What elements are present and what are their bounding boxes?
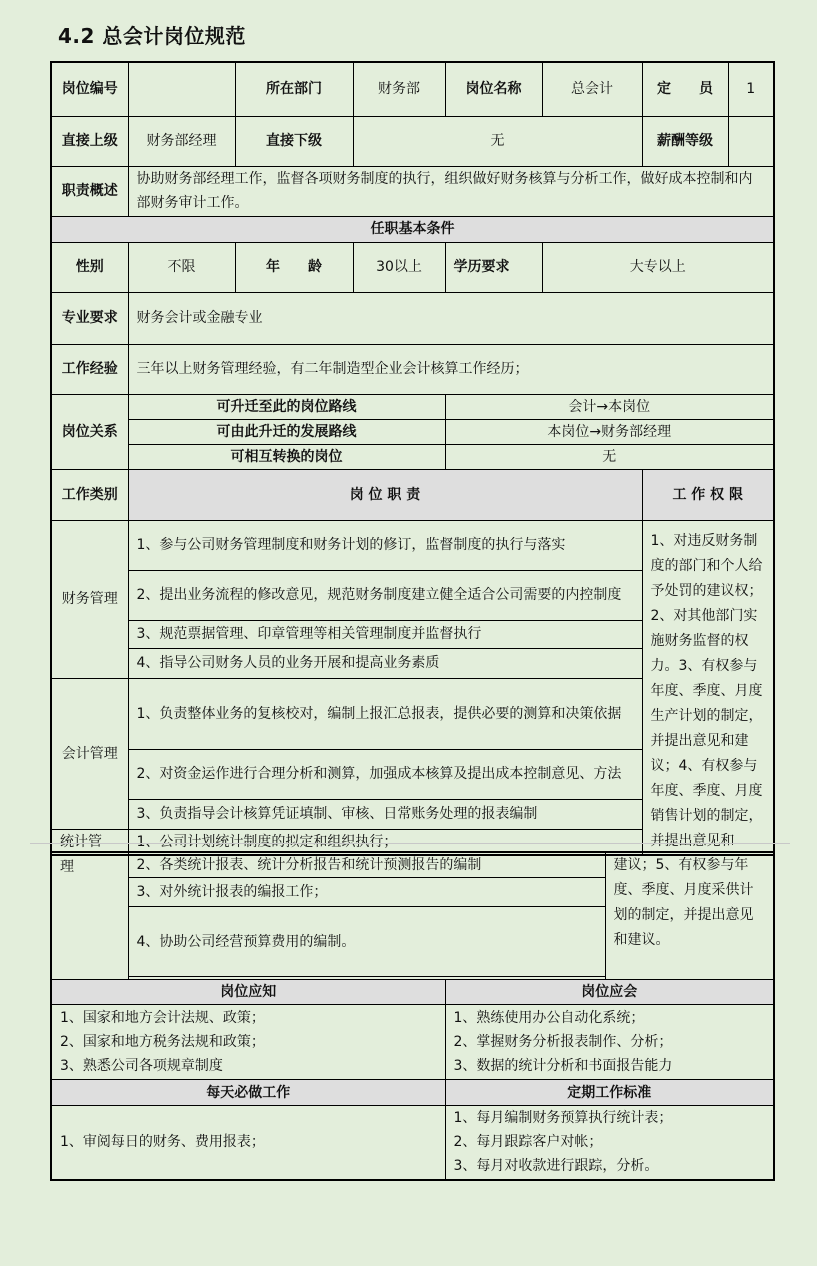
periodic-work-item: 2、每月跟踪客户对帐；	[453, 1134, 603, 1151]
skill-item: 2、掌握财务分析报表制作、分析；	[453, 1034, 673, 1050]
position-name-label: 岗位名称	[445, 62, 542, 116]
daily-work-header: 每天必做工作	[51, 1080, 445, 1106]
major-row	[51, 292, 774, 344]
department-value: 财务部	[353, 62, 445, 116]
age-value: 30以上	[353, 242, 445, 292]
duty-item: 3、负责指导会计核算凭证填制、审核、日常账务处理的报表编制	[128, 799, 642, 829]
category-accounting: 会计管理	[51, 678, 128, 829]
duty-item: 2、各类统计报表、统计分析报告和统计预测报告的编制	[128, 852, 605, 878]
duty-item: 2、对资金运作进行合理分析和测算，加强成本核算及提出成本控制意见、方法	[128, 749, 642, 799]
relation-row	[51, 419, 774, 444]
category-statistics-part1: 统计管	[51, 829, 128, 855]
salary-grade-label: 薪酬等级	[642, 116, 728, 166]
relation-label: 可相互转换的岗位	[128, 444, 445, 469]
basic-info-row	[51, 62, 774, 116]
salary-grade-value	[728, 116, 774, 166]
education-label: 学历要求	[445, 242, 542, 292]
summary-text: 协助财务部经理工作，监督各项财务制度的执行，组织做好财务核算与分析工作，做好成本控制和内部财务审计工作。	[128, 166, 774, 216]
know-header: 岗位应知	[51, 980, 445, 1005]
relation-value: 无	[445, 444, 774, 469]
daily-work-item: 1、审阅每日的财务、费用报表；	[51, 1106, 445, 1180]
know-item: 3、熟悉公司各项规章制度	[60, 1058, 223, 1074]
relation-value: 会计→本岗位	[445, 394, 774, 419]
duty-header: 岗 位 职 责	[128, 469, 642, 520]
gender-label: 性别	[51, 242, 128, 292]
subordinate-value: 无	[353, 116, 642, 166]
job-spec-table-page1	[50, 61, 775, 856]
relations-label: 岗位关系	[51, 394, 128, 469]
requirements-header: 任职基本条件	[51, 216, 774, 242]
periodic-work-item: 1、每月编制财务预算执行统计表；	[453, 1110, 673, 1127]
relation-row	[51, 444, 774, 469]
relation-row	[51, 394, 774, 419]
position-code-value	[128, 62, 235, 116]
duty-item: 4、协助公司经营预算费用的编制。	[128, 907, 605, 977]
summary-row	[51, 166, 774, 216]
work-type-header: 工作类别	[51, 469, 128, 520]
position-name-value: 总会计	[542, 62, 642, 116]
major-value: 财务会计或金融专业	[128, 292, 774, 344]
relation-label: 可升迁至此的岗位路线	[128, 394, 445, 419]
superior-value: 财务部经理	[128, 116, 235, 166]
experience-label: 工作经验	[51, 344, 128, 394]
duty-row	[51, 520, 774, 570]
major-label: 专业要求	[51, 292, 128, 344]
knowledge-row	[51, 1005, 774, 1080]
know-list	[51, 1005, 445, 1080]
department-label: 所在部门	[235, 62, 353, 116]
powers-text-page2: 建议；5、有权参与年度、季度、月度采供计划的制定，并提出意见和建议。	[605, 852, 774, 980]
duty-row	[51, 852, 774, 878]
duty-item: 4、指导公司财务人员的业务开展和提高业务素质	[128, 648, 642, 678]
reporting-row	[51, 116, 774, 166]
periodic-work-item: 3、每月对收款进行跟踪，分析。	[453, 1158, 659, 1175]
position-code-label: 岗位编号	[51, 62, 128, 116]
duty-item: 1、参与公司财务管理制度和财务计划的修订，监督制度的执行与落实	[128, 520, 642, 570]
subordinate-label: 直接下级	[235, 116, 353, 166]
work-row	[51, 1106, 774, 1180]
skill-header: 岗位应会	[445, 980, 774, 1005]
experience-row	[51, 344, 774, 394]
relation-label: 可由此升迁的发展路线	[128, 419, 445, 444]
duty-item: 1、公司计划统计制度的拟定和组织执行；	[128, 829, 642, 855]
job-spec-table-page2	[50, 851, 775, 1181]
age-label: 年 龄	[235, 242, 353, 292]
duty-item: 3、规范票据管理、印章管理等相关管理制度并监督执行	[128, 620, 642, 648]
skill-item: 1、熟练使用办公自动化系统；	[453, 1010, 645, 1026]
page-title: 4.2 总会计岗位规范	[58, 24, 246, 48]
knowledge-header-row	[51, 980, 774, 1005]
category-finance: 财务管理	[51, 520, 128, 678]
skill-list	[445, 1005, 774, 1080]
duty-item: 1、负责整体业务的复核校对，编制上报汇总报表，提供必要的测算和决策依据	[128, 678, 642, 749]
work-header-row	[51, 1080, 774, 1106]
duty-header-row	[51, 469, 774, 520]
headcount-label: 定 员	[642, 62, 728, 116]
periodic-work-list	[445, 1106, 774, 1180]
power-header: 工 作 权 限	[642, 469, 774, 520]
basic-conditions-row	[51, 242, 774, 292]
periodic-work-header: 定期工作标准	[445, 1080, 774, 1106]
requirements-header-row	[51, 216, 774, 242]
education-value: 大专以上	[542, 242, 774, 292]
category-statistics-part2: 理	[51, 852, 128, 980]
superior-label: 直接上级	[51, 116, 128, 166]
powers-text-page1: 1、对违反财务制度的部门和个人给予处罚的建议权；2、对其他部门实施财务监督的权力。3、有权参与年度、季度、月度生产计划的制定，并提出意见和建议；4、有权参与年度、季度、月度销售计划的制定，并提出意见和	[642, 520, 774, 855]
duty-item: 2、提出业务流程的修改意见，规范财务制度建立健全适合公司需要的内控制度	[128, 570, 642, 620]
gender-value: 不限	[128, 242, 235, 292]
headcount-value: 1	[728, 62, 774, 116]
experience-value: 三年以上财务管理经验，有二年制造型企业会计核算工作经历；	[128, 344, 774, 394]
page-break-line	[30, 843, 790, 844]
summary-label: 职责概述	[51, 166, 128, 216]
relation-value: 本岗位→财务部经理	[445, 419, 774, 444]
duty-item: 3、对外统计报表的编报工作；	[128, 878, 605, 907]
skill-item: 3、数据的统计分析和书面报告能力	[453, 1058, 673, 1074]
know-item: 2、国家和地方税务法规和政策；	[60, 1034, 265, 1050]
know-item: 1、国家和地方会计法规、政策；	[60, 1010, 265, 1026]
